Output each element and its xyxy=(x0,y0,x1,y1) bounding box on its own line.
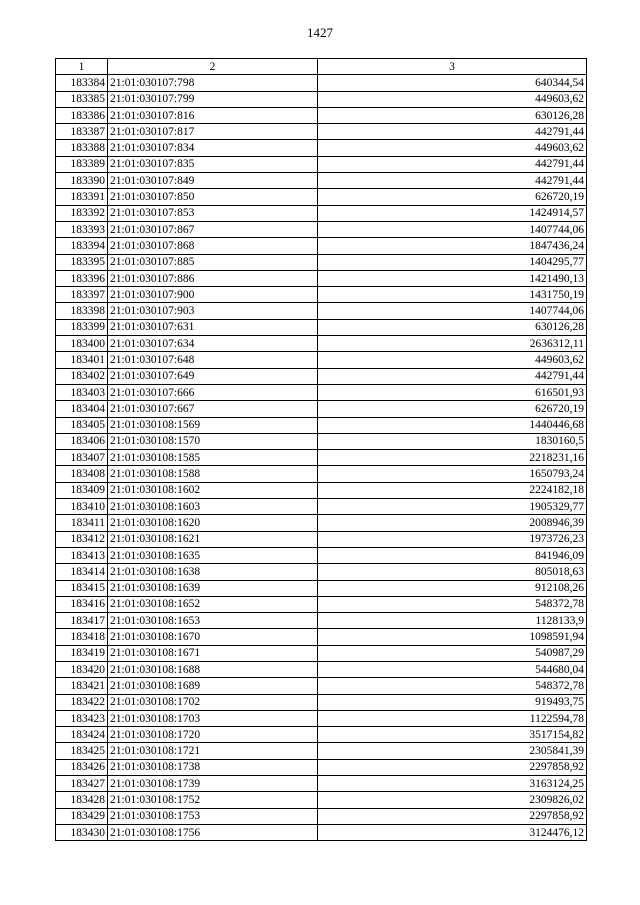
row-number-cell: 183427 xyxy=(56,776,108,792)
table-row xyxy=(56,433,587,449)
table-row xyxy=(56,384,587,400)
column-header-1: 1 xyxy=(56,59,108,75)
value-cell: 616501,93 xyxy=(318,384,587,400)
table-row xyxy=(56,499,587,515)
value-cell: 442791,44 xyxy=(318,173,587,189)
value-cell: 449603,62 xyxy=(318,352,587,368)
cadastral-number-cell: 21:01:030107:903 xyxy=(108,303,318,319)
row-number-cell: 183418 xyxy=(56,629,108,645)
table-row xyxy=(56,189,587,205)
value-cell: 626720,19 xyxy=(318,401,587,417)
row-number-cell: 183415 xyxy=(56,580,108,596)
row-number-cell: 183421 xyxy=(56,678,108,694)
row-number-cell: 183386 xyxy=(56,107,108,123)
value-cell: 2224182,18 xyxy=(318,482,587,498)
value-cell: 449603,62 xyxy=(318,91,587,107)
table-row xyxy=(56,596,587,612)
cadastral-number-cell: 21:01:030107:816 xyxy=(108,107,318,123)
cadastral-number-cell: 21:01:030108:1602 xyxy=(108,482,318,498)
row-number-cell: 183394 xyxy=(56,238,108,254)
table-row xyxy=(56,368,587,384)
row-number-cell: 183408 xyxy=(56,466,108,482)
cadastral-number-cell: 21:01:030108:1702 xyxy=(108,694,318,710)
table-row xyxy=(56,743,587,759)
cadastral-number-cell: 21:01:030107:834 xyxy=(108,140,318,156)
value-cell: 2218231,16 xyxy=(318,450,587,466)
cadastral-number-cell: 21:01:030107:799 xyxy=(108,91,318,107)
cadastral-number-cell: 21:01:030108:1689 xyxy=(108,678,318,694)
table-row xyxy=(56,515,587,531)
cadastral-number-cell: 21:01:030107:666 xyxy=(108,384,318,400)
cadastral-number-cell: 21:01:030107:634 xyxy=(108,336,318,352)
cadastral-number-cell: 21:01:030107:868 xyxy=(108,238,318,254)
cadastral-number-cell: 21:01:030108:1739 xyxy=(108,776,318,792)
cadastral-number-cell: 21:01:030108:1756 xyxy=(108,824,318,840)
row-number-cell: 183413 xyxy=(56,547,108,563)
cadastral-number-cell: 21:01:030108:1585 xyxy=(108,450,318,466)
row-number-cell: 183390 xyxy=(56,173,108,189)
value-cell: 1404295,77 xyxy=(318,254,587,270)
table-row xyxy=(56,776,587,792)
table-row xyxy=(56,319,587,335)
row-number-cell: 183429 xyxy=(56,808,108,824)
row-number-cell: 183392 xyxy=(56,205,108,221)
table-row xyxy=(56,661,587,677)
row-number-cell: 183412 xyxy=(56,531,108,547)
table-row xyxy=(56,417,587,433)
row-number-cell: 183430 xyxy=(56,824,108,840)
value-cell: 1421490,13 xyxy=(318,270,587,286)
table-row xyxy=(56,792,587,808)
value-cell: 630126,28 xyxy=(318,107,587,123)
cadastral-number-cell: 21:01:030107:631 xyxy=(108,319,318,335)
value-cell: 912108,26 xyxy=(318,580,587,596)
value-cell: 3124476,12 xyxy=(318,824,587,840)
value-cell: 626720,19 xyxy=(318,189,587,205)
cadastral-number-cell: 21:01:030107:853 xyxy=(108,205,318,221)
value-cell: 1431750,19 xyxy=(318,287,587,303)
row-number-cell: 183401 xyxy=(56,352,108,368)
cadastral-number-cell: 21:01:030108:1752 xyxy=(108,792,318,808)
cadastral-number-cell: 21:01:030108:1720 xyxy=(108,727,318,743)
cadastral-number-cell: 21:01:030108:1621 xyxy=(108,531,318,547)
value-cell: 2008946,39 xyxy=(318,515,587,531)
row-number-cell: 183400 xyxy=(56,336,108,352)
table-row xyxy=(56,694,587,710)
value-cell: 2305841,39 xyxy=(318,743,587,759)
row-number-cell: 183409 xyxy=(56,482,108,498)
row-number-cell: 183389 xyxy=(56,156,108,172)
cadastral-number-cell: 21:01:030108:1588 xyxy=(108,466,318,482)
value-cell: 540987,29 xyxy=(318,645,587,661)
cadastral-number-cell: 21:01:030107:867 xyxy=(108,221,318,237)
table-row xyxy=(56,124,587,140)
cadastral-number-cell: 21:01:030108:1670 xyxy=(108,629,318,645)
row-number-cell: 183407 xyxy=(56,450,108,466)
cadastral-number-cell: 21:01:030107:817 xyxy=(108,124,318,140)
value-cell: 548372,78 xyxy=(318,678,587,694)
value-cell: 1905329,77 xyxy=(318,499,587,515)
table-row xyxy=(56,401,587,417)
row-number-cell: 183420 xyxy=(56,661,108,677)
table-row xyxy=(56,531,587,547)
cadastral-number-cell: 21:01:030108:1721 xyxy=(108,743,318,759)
row-number-cell: 183428 xyxy=(56,792,108,808)
row-number-cell: 183423 xyxy=(56,710,108,726)
value-cell: 1128133,9 xyxy=(318,613,587,629)
table-row xyxy=(56,254,587,270)
value-cell: 1407744,06 xyxy=(318,303,587,319)
cadastral-number-cell: 21:01:030108:1635 xyxy=(108,547,318,563)
table-row xyxy=(56,613,587,629)
cadastral-number-cell: 21:01:030107:648 xyxy=(108,352,318,368)
table-row xyxy=(56,824,587,840)
value-cell: 2309826,02 xyxy=(318,792,587,808)
value-cell: 548372,78 xyxy=(318,596,587,612)
table-row xyxy=(56,564,587,580)
row-number-cell: 183405 xyxy=(56,417,108,433)
value-cell: 442791,44 xyxy=(318,156,587,172)
table-row xyxy=(56,450,587,466)
table-row xyxy=(56,156,587,172)
row-number-cell: 183387 xyxy=(56,124,108,140)
cadastral-number-cell: 21:01:030107:667 xyxy=(108,401,318,417)
table-row xyxy=(56,75,587,91)
row-number-cell: 183417 xyxy=(56,613,108,629)
row-number-cell: 183397 xyxy=(56,287,108,303)
table-row xyxy=(56,107,587,123)
cadastral-number-cell: 21:01:030108:1570 xyxy=(108,433,318,449)
table-row xyxy=(56,336,587,352)
cadastral-number-cell: 21:01:030108:1603 xyxy=(108,499,318,515)
value-cell: 1122594,78 xyxy=(318,710,587,726)
row-number-cell: 183395 xyxy=(56,254,108,270)
table-row xyxy=(56,303,587,319)
table-row xyxy=(56,91,587,107)
row-number-cell: 183391 xyxy=(56,189,108,205)
column-header-2: 2 xyxy=(108,59,318,75)
table-row xyxy=(56,270,587,286)
row-number-cell: 183398 xyxy=(56,303,108,319)
row-number-cell: 183419 xyxy=(56,645,108,661)
row-number-cell: 183411 xyxy=(56,515,108,531)
table-row xyxy=(56,173,587,189)
table-row xyxy=(56,678,587,694)
cadastral-number-cell: 21:01:030108:1652 xyxy=(108,596,318,612)
value-cell: 805018,63 xyxy=(318,564,587,580)
cadastral-number-cell: 21:01:030108:1703 xyxy=(108,710,318,726)
value-cell: 1650793,24 xyxy=(318,466,587,482)
row-number-cell: 183393 xyxy=(56,221,108,237)
table-header xyxy=(56,59,587,75)
table-body xyxy=(56,75,587,841)
table-row xyxy=(56,645,587,661)
row-number-cell: 183416 xyxy=(56,596,108,612)
row-number-cell: 183410 xyxy=(56,499,108,515)
row-number-cell: 183424 xyxy=(56,727,108,743)
value-cell: 442791,44 xyxy=(318,368,587,384)
value-cell: 3163124,25 xyxy=(318,776,587,792)
cadastral-number-cell: 21:01:030108:1688 xyxy=(108,661,318,677)
cadastral-number-cell: 21:01:030107:885 xyxy=(108,254,318,270)
cadastral-number-cell: 21:01:030107:835 xyxy=(108,156,318,172)
cadastral-number-cell: 21:01:030108:1738 xyxy=(108,759,318,775)
table-row xyxy=(56,238,587,254)
value-cell: 1424914,57 xyxy=(318,205,587,221)
row-number-cell: 183399 xyxy=(56,319,108,335)
value-cell: 2297858,92 xyxy=(318,759,587,775)
value-cell: 3517154,82 xyxy=(318,727,587,743)
cadastral-number-cell: 21:01:030108:1638 xyxy=(108,564,318,580)
value-cell: 1847436,24 xyxy=(318,238,587,254)
cadastral-number-cell: 21:01:030107:850 xyxy=(108,189,318,205)
row-number-cell: 183406 xyxy=(56,433,108,449)
value-cell: 449603,62 xyxy=(318,140,587,156)
table-row xyxy=(56,629,587,645)
row-number-cell: 183414 xyxy=(56,564,108,580)
value-cell: 919493,75 xyxy=(318,694,587,710)
table-row xyxy=(56,205,587,221)
value-cell: 1407744,06 xyxy=(318,221,587,237)
cadastral-number-cell: 21:01:030107:900 xyxy=(108,287,318,303)
table-row xyxy=(56,352,587,368)
row-number-cell: 183388 xyxy=(56,140,108,156)
page-number: 1427 xyxy=(307,25,333,40)
cadastral-number-cell: 21:01:030107:886 xyxy=(108,270,318,286)
row-number-cell: 183384 xyxy=(56,75,108,91)
table-row xyxy=(56,808,587,824)
header-row xyxy=(56,59,587,75)
table-row xyxy=(56,221,587,237)
value-cell: 1973726,23 xyxy=(318,531,587,547)
value-cell: 1830160,5 xyxy=(318,433,587,449)
table-row xyxy=(56,710,587,726)
table-row xyxy=(56,140,587,156)
table-row xyxy=(56,759,587,775)
row-number-cell: 183425 xyxy=(56,743,108,759)
table-row xyxy=(56,727,587,743)
value-cell: 2297858,92 xyxy=(318,808,587,824)
cadastral-number-cell: 21:01:030108:1671 xyxy=(108,645,318,661)
row-number-cell: 183385 xyxy=(56,91,108,107)
registry-table xyxy=(55,58,587,841)
value-cell: 841946,09 xyxy=(318,547,587,563)
table-row xyxy=(56,547,587,563)
column-header-3: 3 xyxy=(318,59,587,75)
value-cell: 1440446,68 xyxy=(318,417,587,433)
table-row xyxy=(56,482,587,498)
value-cell: 544680,04 xyxy=(318,661,587,677)
row-number-cell: 183396 xyxy=(56,270,108,286)
cadastral-number-cell: 21:01:030108:1639 xyxy=(108,580,318,596)
row-number-cell: 183403 xyxy=(56,384,108,400)
row-number-cell: 183422 xyxy=(56,694,108,710)
table-row xyxy=(56,466,587,482)
cadastral-number-cell: 21:01:030107:649 xyxy=(108,368,318,384)
value-cell: 2636312,11 xyxy=(318,336,587,352)
row-number-cell: 183426 xyxy=(56,759,108,775)
cadastral-number-cell: 21:01:030108:1569 xyxy=(108,417,318,433)
table-row xyxy=(56,580,587,596)
row-number-cell: 183404 xyxy=(56,401,108,417)
cadastral-number-cell: 21:01:030108:1653 xyxy=(108,613,318,629)
cadastral-number-cell: 21:01:030107:798 xyxy=(108,75,318,91)
value-cell: 1098591,94 xyxy=(318,629,587,645)
value-cell: 630126,28 xyxy=(318,319,587,335)
table-row xyxy=(56,287,587,303)
cadastral-number-cell: 21:01:030107:849 xyxy=(108,173,318,189)
row-number-cell: 183402 xyxy=(56,368,108,384)
value-cell: 640344,54 xyxy=(318,75,587,91)
value-cell: 442791,44 xyxy=(318,124,587,140)
cadastral-number-cell: 21:01:030108:1753 xyxy=(108,808,318,824)
cadastral-number-cell: 21:01:030108:1620 xyxy=(108,515,318,531)
